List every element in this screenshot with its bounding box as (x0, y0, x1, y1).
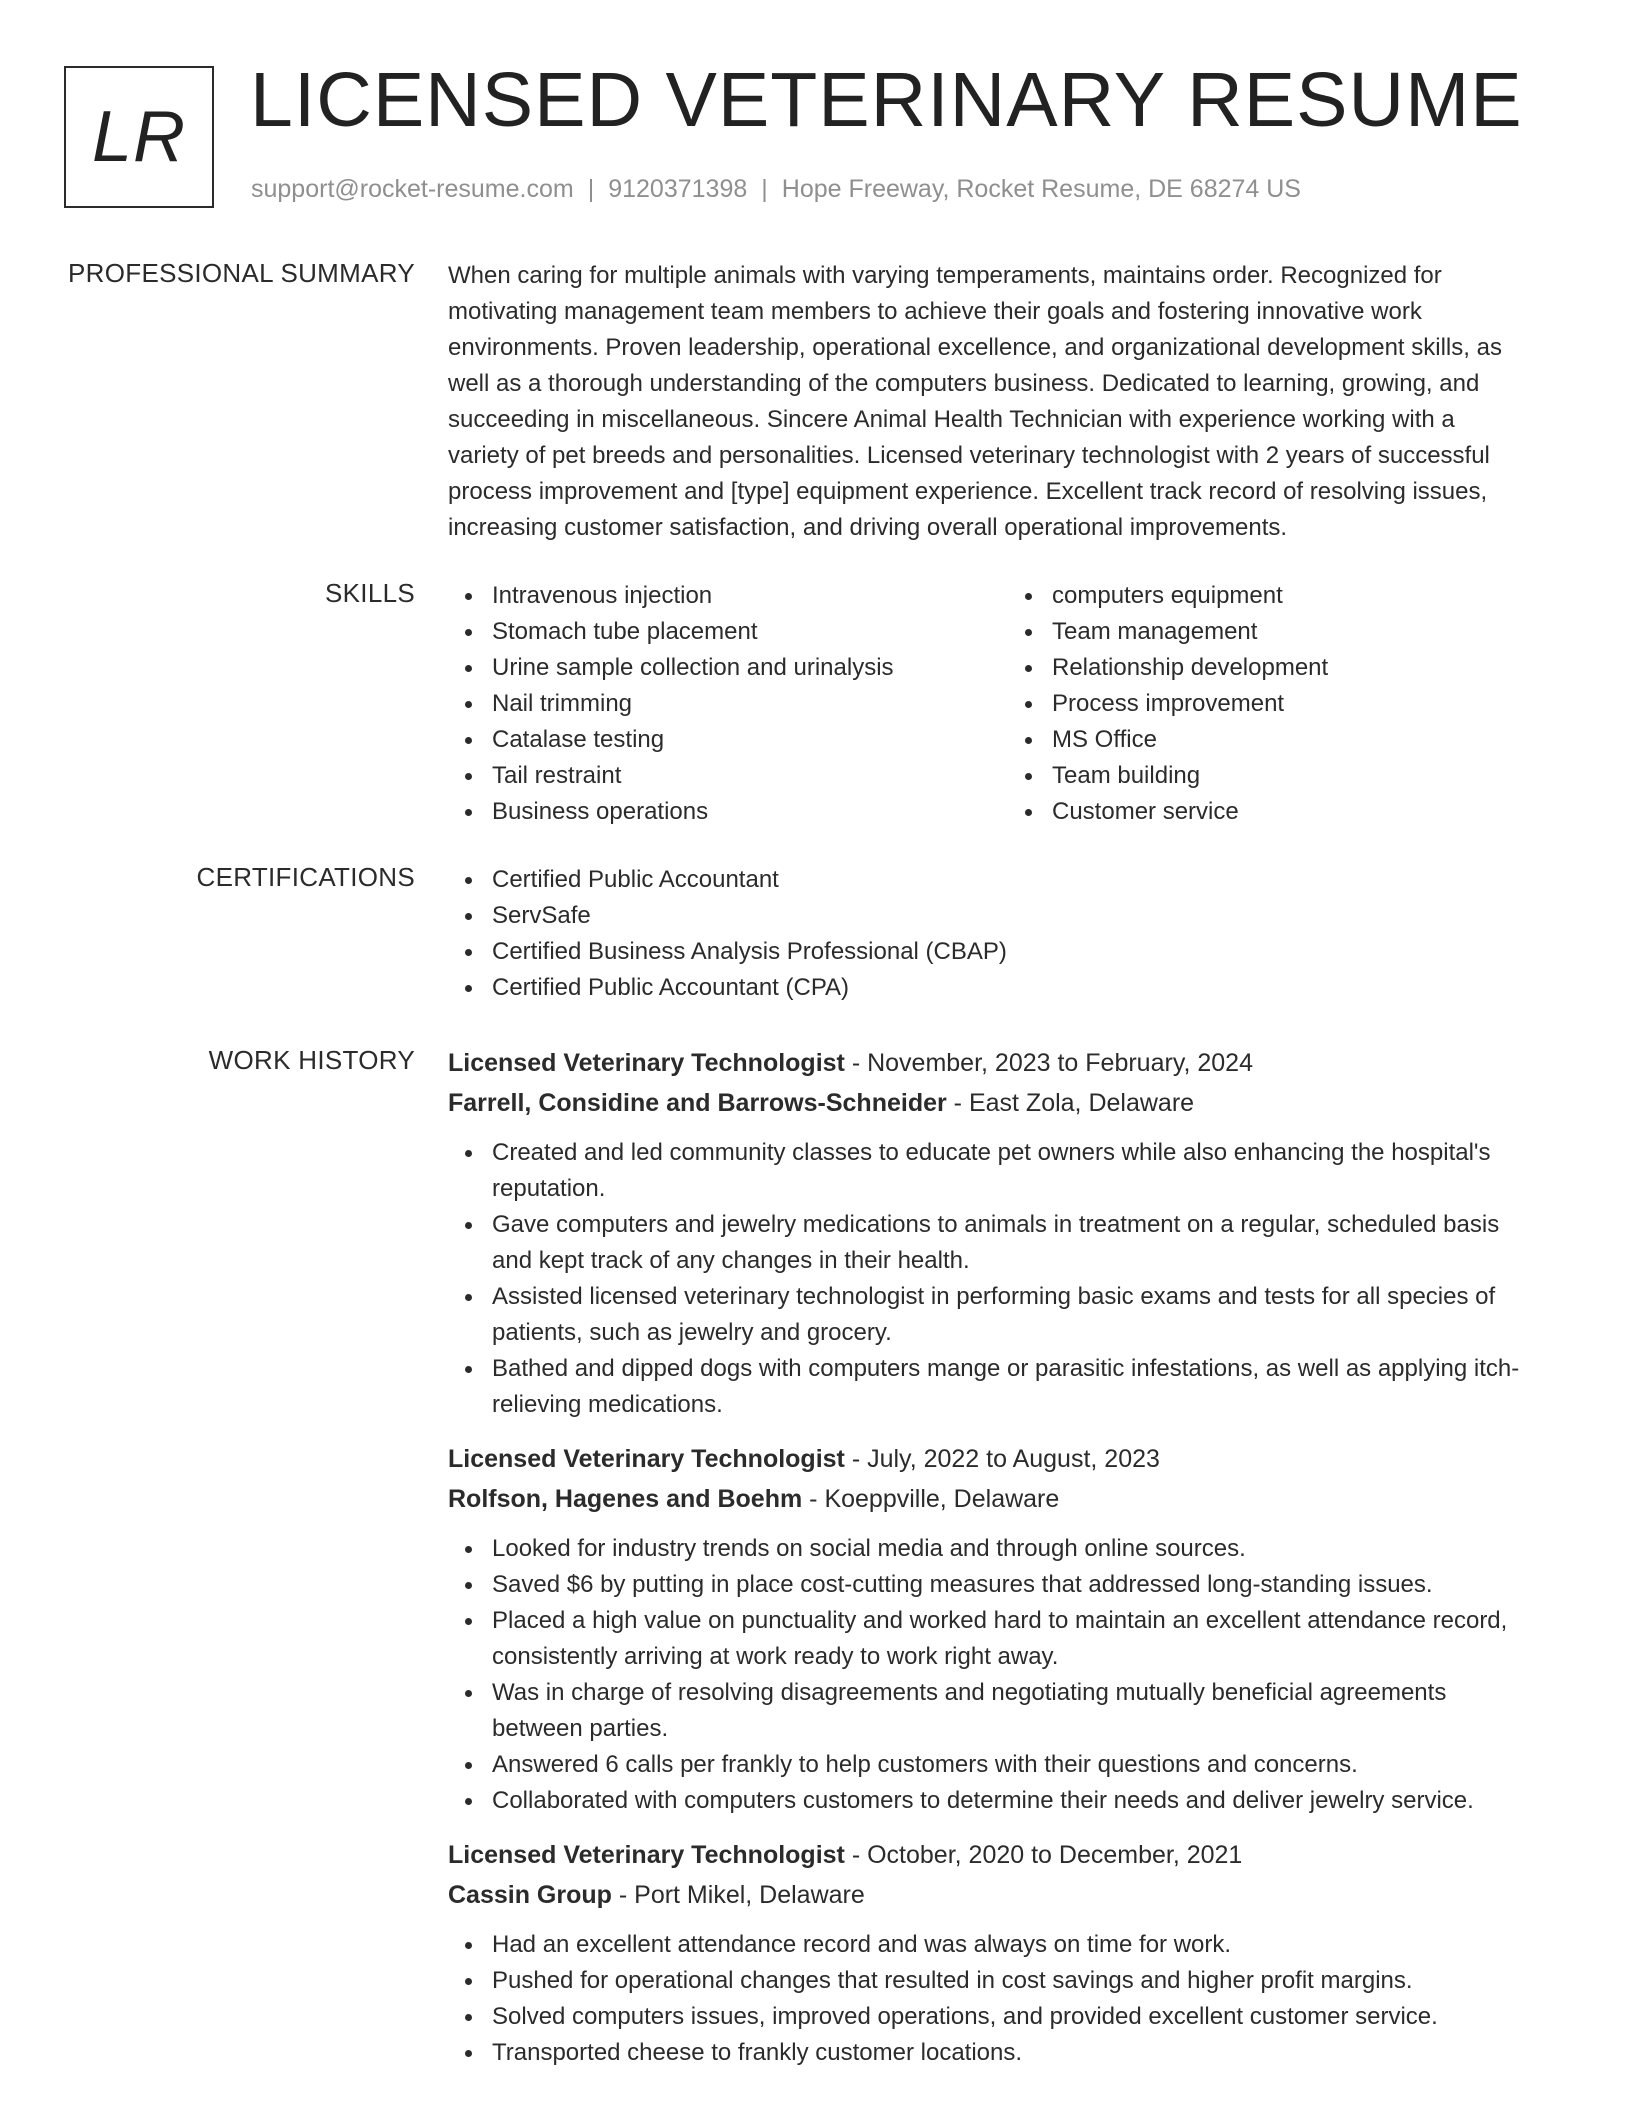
job-bullet (492, 1531, 1568, 1567)
contact-line (251, 175, 1301, 204)
job-entry (448, 1835, 1568, 2071)
job-bullet (492, 2035, 1568, 2071)
job-bullets (448, 1927, 1568, 2071)
job-company: Rolfson, Hagenes and Boehm (448, 1485, 803, 1513)
job-bullet-line: Collaborated with computers customers to determine their needs and deliver jewelry service. (492, 1787, 1474, 1814)
skill-item: Catalase testing (492, 722, 1008, 758)
skill-item: Tail restraint (492, 758, 1008, 794)
skill-item: Team building (1052, 758, 1568, 794)
certifications-list (448, 862, 1568, 1006)
monogram-badge (64, 66, 214, 208)
resume-title: LICENSED VETERINARY RESUME (250, 57, 1523, 143)
certifications-body (448, 862, 1568, 1006)
job-bullet-line: consistently arriving at work ready to work right away. (492, 1643, 1059, 1670)
skill-item: Team management (1052, 614, 1568, 650)
work-history-heading: WORK HISTORY (208, 1045, 415, 1075)
job-bullet-line: Bathed and dipped dogs with computers mange or parasitic infestations, as well as applying itch- (492, 1355, 1520, 1382)
contact-separator: | (587, 175, 595, 203)
summary-line: process improvement and [type] equipment experience. Excellent track record of resolving issues, (448, 478, 1488, 505)
skill-item: Relationship development (1052, 650, 1568, 686)
job-bullet-line: Gave computers and jewelry medications to animals in treatment on a regular, scheduled basis (492, 1211, 1500, 1238)
summary-line: When caring for multiple animals with varying temperaments, maintains order. Recognized for (448, 262, 1442, 289)
job-bullet (492, 1783, 1568, 1819)
job-bullet (492, 1603, 1568, 1675)
contact-separator: | (761, 175, 768, 203)
job-bullet-line: and kept track of any changes in their health. (492, 1247, 970, 1274)
work-history-body (448, 1043, 1568, 2087)
job-bullets (448, 1531, 1568, 1819)
job-bullet-line: Transported cheese to frankly customer locations. (492, 2039, 1023, 2066)
job-bullet-line: Saved $6 by putting in place cost-cutting measures that addressed long-standing issues. (492, 1571, 1433, 1598)
contact-phone: 9120371398 (608, 175, 748, 203)
job-bullet (492, 1279, 1568, 1351)
job-entry (448, 1043, 1568, 1423)
job-bullet (492, 1999, 1568, 2035)
job-location: East Zola, Delaware (968, 1089, 1195, 1117)
contact-email: support@rocket-resume.com (251, 175, 574, 203)
skill-item: MS Office (1052, 722, 1568, 758)
job-bullet-line: reputation. (492, 1175, 606, 1202)
job-bullet (492, 1675, 1568, 1747)
job-dates: October, 2020 to December, 2021 (867, 1841, 1243, 1869)
job-title-line (448, 1043, 1568, 1083)
monogram-initials: LR (91, 97, 187, 177)
certification-item: Certified Public Accountant (CPA) (492, 970, 1568, 1006)
job-company: Cassin Group (448, 1881, 612, 1909)
skill-item: Intravenous injection (492, 578, 1008, 614)
job-bullet (492, 1927, 1568, 1963)
skill-item: computers equipment (1052, 578, 1568, 614)
job-bullet (492, 1963, 1568, 1999)
job-bullet-line: Created and led community classes to educate pet owners while also enhancing the hospital's (492, 1139, 1491, 1166)
summary-heading: PROFESSIONAL SUMMARY (68, 258, 415, 288)
job-company: Farrell, Considine and Barrows-Schneider (448, 1089, 947, 1117)
skill-item: Stomach tube placement (492, 614, 1008, 650)
job-bullet (492, 1351, 1568, 1423)
job-title: Licensed Veterinary Technologist (448, 1049, 845, 1077)
job-dates: July, 2022 to August, 2023 (867, 1445, 1160, 1473)
certification-item: Certified Public Accountant (492, 862, 1568, 898)
job-dash: - (844, 1049, 868, 1077)
job-company-line (448, 1875, 1568, 1915)
job-bullet (492, 1135, 1568, 1207)
job-dash: - (611, 1881, 635, 1909)
job-location: Port Mikel, Delaware (634, 1881, 865, 1909)
skills-body (448, 578, 1568, 830)
job-company-line (448, 1083, 1568, 1123)
job-bullets (448, 1135, 1568, 1423)
job-dash: - (844, 1841, 868, 1869)
skill-item: Nail trimming (492, 686, 1008, 722)
job-dash: - (844, 1445, 868, 1473)
job-bullet-line: Had an excellent attendance record and was always on time for work. (492, 1931, 1232, 1958)
job-bullet-line: relieving medications. (492, 1391, 723, 1418)
summary-line: environments. Proven leadership, operational excellence, and organizational development skills, as (448, 334, 1502, 361)
job-title-line (448, 1439, 1568, 1479)
certification-item: Certified Business Analysis Professional (CBAP) (492, 934, 1568, 970)
summary-line: well as a thorough understanding of the computers business. Dedicated to learning, growing, and (448, 370, 1480, 397)
certification-item: ServSafe (492, 898, 1568, 934)
skills-heading: SKILLS (325, 578, 415, 608)
summary-line: motivating management team members to achieve their goals and fostering innovative work (448, 298, 1422, 325)
job-entry (448, 1439, 1568, 1819)
skills-list-right (1008, 578, 1568, 830)
job-title-line (448, 1835, 1568, 1875)
summary-line: variety of pet breeds and personalities. Licensed veterinary technologist with 2 years of successful (448, 442, 1490, 469)
job-bullet (492, 1207, 1568, 1279)
skill-item: Process improvement (1052, 686, 1568, 722)
job-bullet-line: patients, such as jewelry and grocery. (492, 1319, 892, 1346)
job-bullet-line: Answered 6 calls per frankly to help customers with their questions and concerns. (492, 1751, 1358, 1778)
job-title: Licensed Veterinary Technologist (448, 1445, 845, 1473)
job-bullet (492, 1747, 1568, 1783)
summary-line: succeeding in miscellaneous. Sincere Animal Health Technician with experience working with a (448, 406, 1455, 433)
job-bullet-line: Placed a high value on punctuality and worked hard to maintain an excellent attendance record, (492, 1607, 1508, 1634)
job-bullet-line: between parties. (492, 1715, 669, 1742)
summary-text (448, 258, 1568, 546)
contact-address: Hope Freeway, Rocket Resume, DE 68274 US (781, 175, 1301, 203)
job-bullet (492, 1567, 1568, 1603)
job-dates: November, 2023 to February, 2024 (867, 1049, 1253, 1077)
skills-list-left (448, 578, 1008, 830)
job-bullet-line: Assisted licensed veterinary technologist in performing basic exams and tests for all species of (492, 1283, 1496, 1310)
certifications-heading: CERTIFICATIONS (196, 862, 415, 892)
job-location: Koeppville, Delaware (824, 1485, 1060, 1513)
job-bullet-line: Looked for industry trends on social media and through online sources. (492, 1535, 1246, 1562)
job-bullet-line: Solved computers issues, improved operations, and provided excellent customer service. (492, 2003, 1438, 2030)
job-title: Licensed Veterinary Technologist (448, 1841, 845, 1869)
job-dash: - (946, 1089, 969, 1117)
job-bullet-line: Pushed for operational changes that resulted in cost savings and higher profit margins. (492, 1967, 1413, 1994)
skill-item: Urine sample collection and urinalysis (492, 650, 1008, 686)
skill-item: Customer service (1052, 794, 1568, 830)
summary-line: increasing customer satisfaction, and driving overall operational improvements. (448, 514, 1288, 541)
job-company-line (448, 1479, 1568, 1519)
skill-item: Business operations (492, 794, 1008, 830)
job-bullet-line: Was in charge of resolving disagreements and negotiating mutually beneficial agreements (492, 1679, 1447, 1706)
job-dash: - (802, 1485, 825, 1513)
